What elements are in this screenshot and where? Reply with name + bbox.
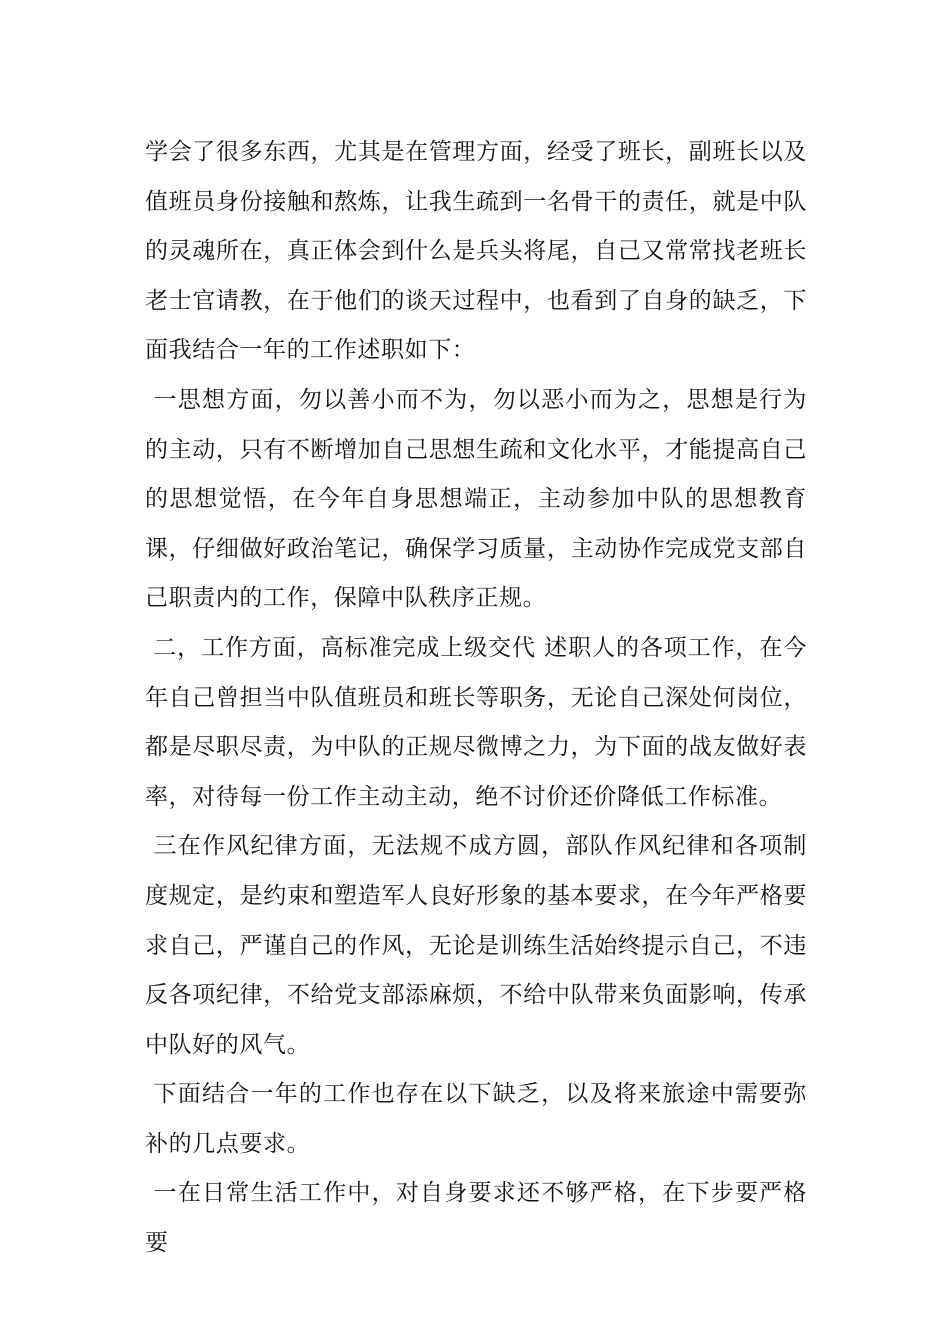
paragraph-work: 二，工作方面，高标准完成上级交代 述职人的各项工作，在今年自己曾担当中队值班员和班长等职务，无论自己深处何岗位，都是尽职尽责，为中队的正规尽微博之力，为下面的战友做好表率，对待每一份工作主动主动，绝不讨价还价降低工作标准。	[145, 634, 807, 810]
paragraph-discipline: 三在作风纪律方面，无法规不成方圆，部队作风纪律和各项制度规定，是约束和塑造军人良好形象的基本要求，在今年严格要求自己，严谨自己的作风，无论是训练生活始终提示自己，不违反各项纪律，不给党支部添麻烦，不给中队带来负面影响，传承中队好的风气。	[145, 833, 807, 1058]
paragraph-shortcomings-intro: 下面结合一年的工作也存在以下缺乏，以及将来旅途中需要弥补的几点要求。	[145, 1081, 807, 1157]
paragraph-ideology: 一思想方面，勿以善小而不为，勿以恶小而为之，思想是行为的主动，只有不断增加自己思想生疏和文化水平，才能提高自己的思想觉悟，在今年自身思想端正，主动参加中队的思想教育课，仔细做好政治笔记，确保学习质量，主动协作完成党支部自己职责内的工作，保障中队秩序正规。	[145, 386, 807, 612]
document-body	[145, 128, 807, 1269]
paragraph-shortcoming-1: 一在日常生活工作中，对自身要求还不够严格，在下步要严格要	[145, 1180, 807, 1257]
paragraph-continuation: 学会了很多东西，尤其是在管理方面，经受了班长，副班长以及值班员身份接触和熬炼，让我生疏到一名骨干的责任，就是中队的灵魂所在，真正体会到什么是兵头将尾，自己又常常找老班长老士官请教，在于他们的谈天过程中，也看到了自身的缺乏，下面我结合一年的工作述职如下：	[145, 139, 807, 364]
